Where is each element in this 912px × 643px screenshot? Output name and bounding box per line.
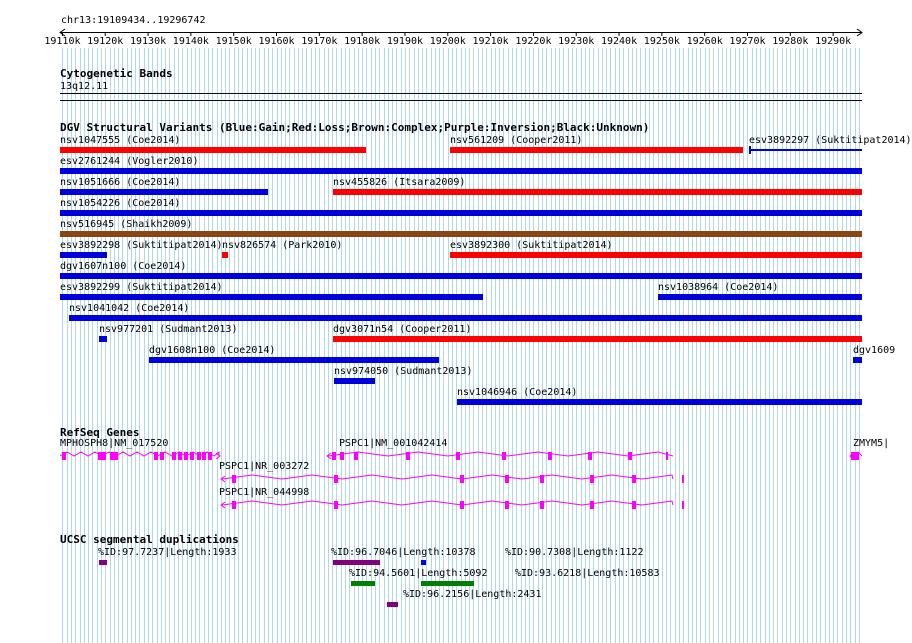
gene-model[interactable] [60, 450, 219, 462]
dgv-feature-bar[interactable] [60, 210, 862, 216]
gene-exon [628, 452, 632, 460]
ruler-tick-label: 19290k [815, 36, 852, 47]
gene-exon [62, 452, 66, 460]
dgv-feature-label: nsv826574 (Park2010) [222, 240, 343, 251]
dgv-feature-label: nsv516945 (Shaikh2009) [60, 219, 193, 230]
cyto-track-title: Cytogenetic Bands [60, 67, 173, 80]
gene-exon [202, 452, 206, 460]
gene-label: ZMYM5| [853, 438, 890, 449]
dgv-feature-bar[interactable] [450, 147, 743, 153]
ruler-tick-label: 19180k [344, 36, 381, 47]
ruler-tick-label: 19170k [301, 36, 338, 47]
dgv-feature-bar[interactable] [658, 294, 862, 300]
dgv-feature-bar[interactable] [60, 273, 862, 279]
gene-intron-line [328, 452, 673, 456]
gene-intron-line [222, 475, 673, 479]
gene-exon [632, 475, 636, 483]
dgv-feature-bar[interactable] [99, 336, 107, 342]
dgv-feature-bar[interactable] [222, 252, 228, 258]
gene-exon [184, 452, 188, 460]
dgv-feature-bar[interactable] [60, 294, 483, 300]
segdup-label: %ID:94.5601|Length:5092 [349, 568, 488, 579]
dgv-feature-label: dgv1609 [853, 345, 896, 356]
gene-exon [334, 475, 338, 483]
gene-exon [232, 475, 236, 483]
gene-model[interactable] [851, 450, 862, 462]
gene-intron-line [60, 452, 219, 456]
dgv-feature-bar[interactable] [749, 149, 862, 151]
dgv-feature-label: nsv1046946 (Coe2014) [457, 387, 578, 398]
gene-exon [178, 452, 182, 460]
gene-exon [548, 452, 552, 460]
segdup-bar[interactable] [351, 581, 375, 586]
gene-label: MPHOSPH8|NM_017520 [60, 438, 169, 449]
gene-intron-line [222, 501, 673, 505]
ruler-tick-label: 19150k [215, 36, 252, 47]
dgv-feature-bar[interactable] [69, 315, 862, 321]
dgv-feature-bar[interactable] [457, 399, 862, 405]
segdup-track-title: UCSC segmental duplications [60, 533, 239, 546]
gene-exon [460, 501, 464, 509]
ruler-tick-label: 19250k [643, 36, 680, 47]
dgv-feature-label: esv3892298 (Suktitipat2014) [60, 240, 223, 251]
gene-exon [505, 475, 509, 483]
gene-exon [588, 452, 592, 460]
segdup-label: %ID:93.6218|Length:10583 [515, 568, 660, 579]
ruler-tick-label: 19140k [172, 36, 209, 47]
dgv-feature-bar[interactable] [450, 252, 862, 258]
gene-exon [682, 475, 684, 483]
cyto-band-label: 13q12.11 [60, 81, 109, 92]
ruler-range-label: chr13:19109434..19296742 [61, 15, 206, 26]
gene-label: PSPC1|NR_003272 [219, 461, 310, 472]
dgv-feature-bar[interactable] [334, 378, 375, 384]
segdup-label: %ID:96.2156|Length:2431 [403, 589, 542, 600]
refseq-track-title: RefSeq Genes [60, 426, 140, 439]
dgv-feature-label: esv2761244 (Vogler2010) [60, 156, 199, 167]
gene-exon [505, 501, 509, 509]
ruler-tick-label: 19220k [515, 36, 552, 47]
gene-exon [851, 452, 859, 460]
dgv-feature-label: dgv1607n100 (Coe2014) [60, 261, 187, 272]
gene-exon [102, 452, 106, 460]
gene-label: PSPC1|NM_001042414 [339, 438, 448, 449]
gene-exon [460, 475, 464, 483]
ruler-tick-label: 19210k [472, 36, 509, 47]
gene-exon [540, 475, 544, 483]
dgv-feature-bar[interactable] [333, 189, 862, 195]
gene-exon [172, 452, 176, 460]
dgv-feature-bar[interactable] [60, 189, 268, 195]
gene-model[interactable] [328, 450, 673, 462]
gene-exon [197, 452, 201, 460]
segdup-label: %ID:96.7046|Length:10378 [331, 547, 476, 558]
dgv-feature-bar[interactable] [333, 336, 862, 342]
dgv-feature-label: nsv974050 (Sudmant2013) [334, 366, 473, 377]
dgv-feature-label: esv3892300 (Suktitipat2014) [450, 240, 613, 251]
segdup-label: %ID:90.7308|Length:1122 [505, 547, 644, 558]
gene-exon [208, 452, 212, 460]
dgv-feature-label: esv3892297 (Suktitipat2014) [749, 135, 912, 146]
gene-exon [666, 452, 668, 460]
ruler-tick-label: 19230k [558, 36, 595, 47]
dgv-feature-bar[interactable] [60, 168, 862, 174]
dgv-feature-bar-cap [749, 146, 751, 154]
ruler-tick-label: 19240k [600, 36, 638, 47]
gene-model[interactable] [222, 473, 673, 485]
gene-exon [160, 452, 164, 460]
gene-exon [502, 452, 506, 460]
gene-exon [98, 452, 102, 460]
gene-exon [110, 452, 114, 460]
gene-exon [332, 452, 336, 460]
dgv-track-title: DGV Structural Variants (Blue:Gain;Red:Loss;Brown:Complex;Purple:Inversion;Black:Unknown) [60, 121, 650, 134]
ruler-tick-label: 19200k [429, 36, 466, 47]
dgv-feature-label: nsv1054226 (Coe2014) [60, 198, 181, 209]
dgv-feature-bar[interactable] [60, 252, 107, 258]
dgv-feature-bar[interactable] [853, 357, 862, 363]
gene-exon [632, 501, 636, 509]
dgv-feature-bar[interactable] [149, 357, 439, 363]
dgv-feature-label: nsv1047555 (Coe2014) [60, 135, 181, 146]
gene-model[interactable] [222, 499, 673, 511]
ruler-tick-label: 19270k [729, 36, 766, 47]
dgv-feature-bar[interactable] [60, 147, 366, 153]
gene-label: PSPC1|NR_044998 [219, 487, 310, 498]
gene-exon [190, 452, 194, 460]
segdup-label: %ID:97.7237|Length:1933 [98, 547, 237, 558]
gene-exon [456, 452, 460, 460]
gene-exon [334, 501, 338, 509]
dgv-feature-label: nsv561209 (Cooper2011) [450, 135, 583, 146]
dgv-feature-label: nsv977201 (Sudmant2013) [99, 324, 238, 335]
segdup-bar[interactable] [99, 560, 107, 565]
ruler-tick-label: 19120k [87, 36, 124, 47]
dgv-feature-label: nsv1051666 (Coe2014) [60, 177, 181, 188]
gene-exon [340, 452, 344, 460]
ruler-tick-label: 19260k [686, 36, 723, 47]
dgv-feature-label: esv3892299 (Suktitipat2014) [60, 282, 223, 293]
gene-exon [114, 452, 118, 460]
gene-exon [406, 452, 410, 460]
segdup-bar[interactable] [421, 560, 426, 565]
gene-exon [540, 501, 544, 509]
dgv-feature-label: dgv1608n100 (Coe2014) [149, 345, 276, 356]
dgv-feature-label: nsv1038964 (Coe2014) [658, 282, 779, 293]
gene-exon [590, 501, 594, 509]
dgv-feature-label: nsv455826 (Itsara2009) [333, 177, 466, 188]
ruler-tick-label: 19160k [258, 36, 295, 47]
ruler-tick-label: 19280k [772, 36, 809, 47]
ruler-tick-label: 19130k [129, 36, 167, 47]
dgv-feature-label: dgv3071n54 (Cooper2011) [333, 324, 472, 335]
ruler-tick-label: 19110k [44, 36, 81, 47]
ruler-tick-label: 19190k [386, 36, 424, 47]
gene-exon [232, 501, 236, 509]
gene-exon [154, 452, 158, 460]
dgv-feature-label: nsv1041042 (Coe2014) [69, 303, 190, 314]
gene-exon [682, 501, 684, 509]
segdup-bar[interactable] [387, 602, 398, 607]
segdup-bar[interactable] [421, 581, 474, 586]
dgv-feature-bar[interactable] [60, 231, 862, 237]
gene-exon [354, 452, 358, 460]
segdup-bar[interactable] [333, 560, 380, 565]
gene-exon [590, 475, 594, 483]
